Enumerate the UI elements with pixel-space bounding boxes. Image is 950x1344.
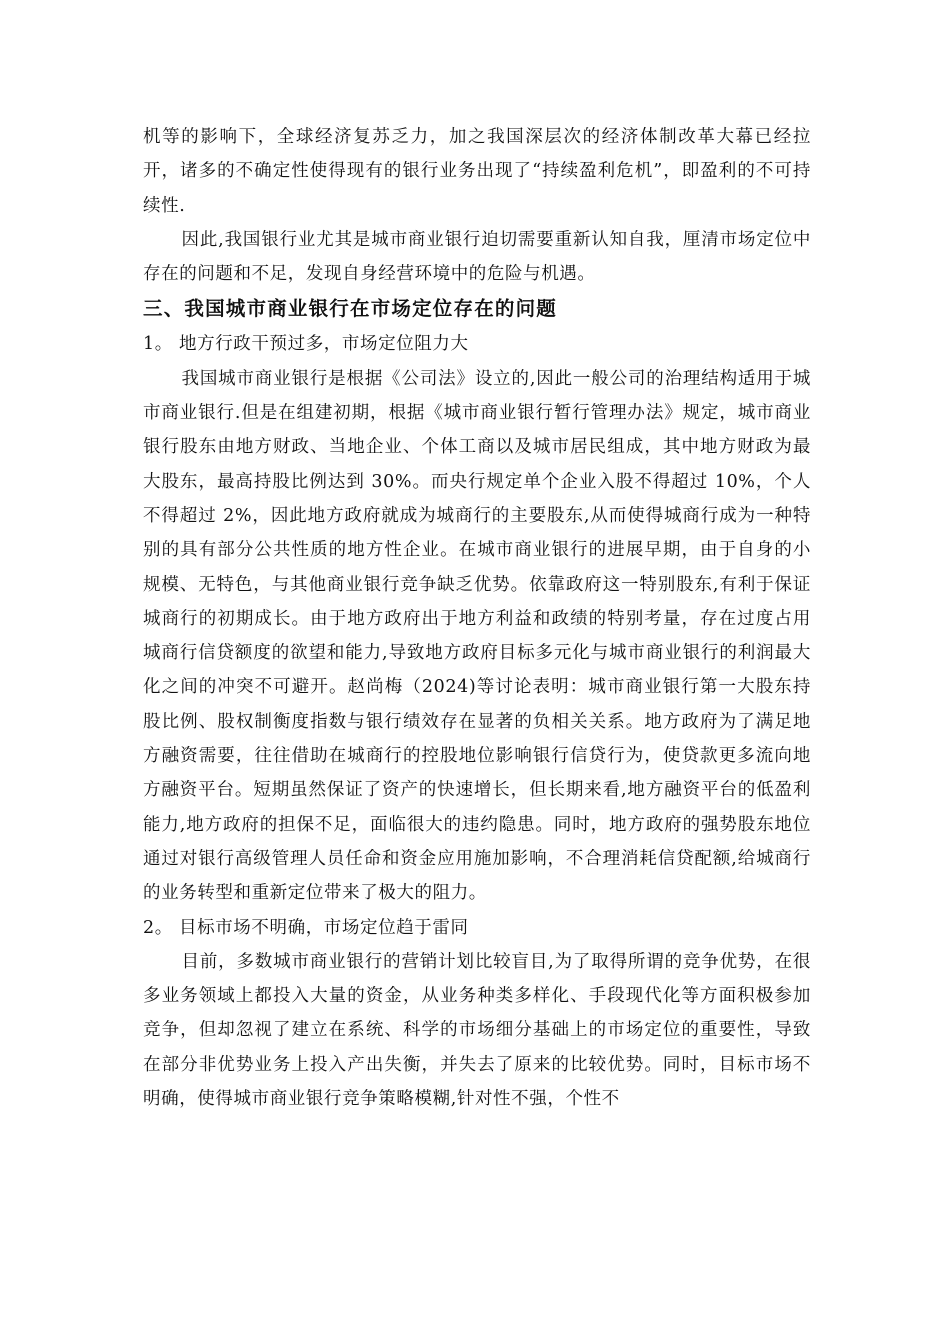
section-title: 三、我国城市商业银行在市场定位存在的问题 <box>143 297 558 321</box>
subsection-body-1: 我国城市商业银行是根据《公司法》设立的,因此一般公司的治理结构适用于城市商业银行.但是在组建初期，根据《城市商业银行暂行管理办法》规定，城市商业银行股东由地方财政、当地企业、个体工商以及城市居民组成，其中地方财政为最大股东，最高持股比例达到 30%。而央行规定单个企业入股不得超过 10%，个人不得超过 2%，因此地方政府就成为城商行的主要股东,从而使得城商行成为一种特别的具有部分公共性质的地方性企业。在城市商业银行的进展早期，由于自身的小规模、无特色，与其他商业银行竞争缺乏优势。依靠政府这一特别股东,有利于保证城商行的初期成长。由于地方政府出于地方利益和政绩的特别考量，存在过度占用城商行信贷额度的欲望和能力,导致地方政府目标多元化与城市商业银行的利润最大化之间的冲突不可避开。赵尚梅（2024)等讨论表明：城市商业银行第一大股东持股比例、股权制衡度指数与银行绩效存在显著的负相关关系。地方政府为了满足地方融资需要，往往借助在城商行的控股地位影响银行信贷行为，使贷款更多流向地方融资平台。短期虽然保证了资产的快速增长，但长期来看,地方融资平台的低盈利能力,地方政府的担保不足，面临很大的违约隐患。同时，地方政府的强势股东地位通过对银行高级管理人员任命和资金应用施加影响，不合理消耗信贷配额,给城商行的业务转型和重新定位带来了极大的阻力。 <box>143 368 811 904</box>
subsection-body-2: 目前，多数城市商业银行的营销计划比较盲目,为了取得所谓的竞争优势，在很多业务领域上都投入大量的资金，从业务种类多样化、手段现代化等方面积极参加竞争，但却忽视了建立在系统、科学的市场细分基础上的市场定位的重要性，导致在部分非优势业务上投入产出失衡，并失去了原来的比较优势。同时，目标市场不明确，使得城市商业银行竞争策略模糊,针对性不强，个性不 <box>143 951 811 1110</box>
subsection-heading-1: 1。 地方行政干预过多，市场定位阻力大 <box>143 334 469 355</box>
document-body <box>143 120 811 1116</box>
paragraph-intro-continuation: 机等的影响下，全球经济复苏乏力，加之我国深层次的经济体制改革大幕已经拉开，诸多的不确定性使得现有的银行业务出现了“持续盈利危机”，即盈利的不可持续性. <box>143 127 811 216</box>
subsection-heading-2: 2。 目标市场不明确，市场定位趋于雷同 <box>143 917 469 938</box>
paragraph-therefore: 因此,我国银行业尤其是城市商业银行迫切需要重新认知自我，厘清市场定位中存在的问题和不足，发现自身经营环境中的危险与机遇。 <box>143 229 811 285</box>
